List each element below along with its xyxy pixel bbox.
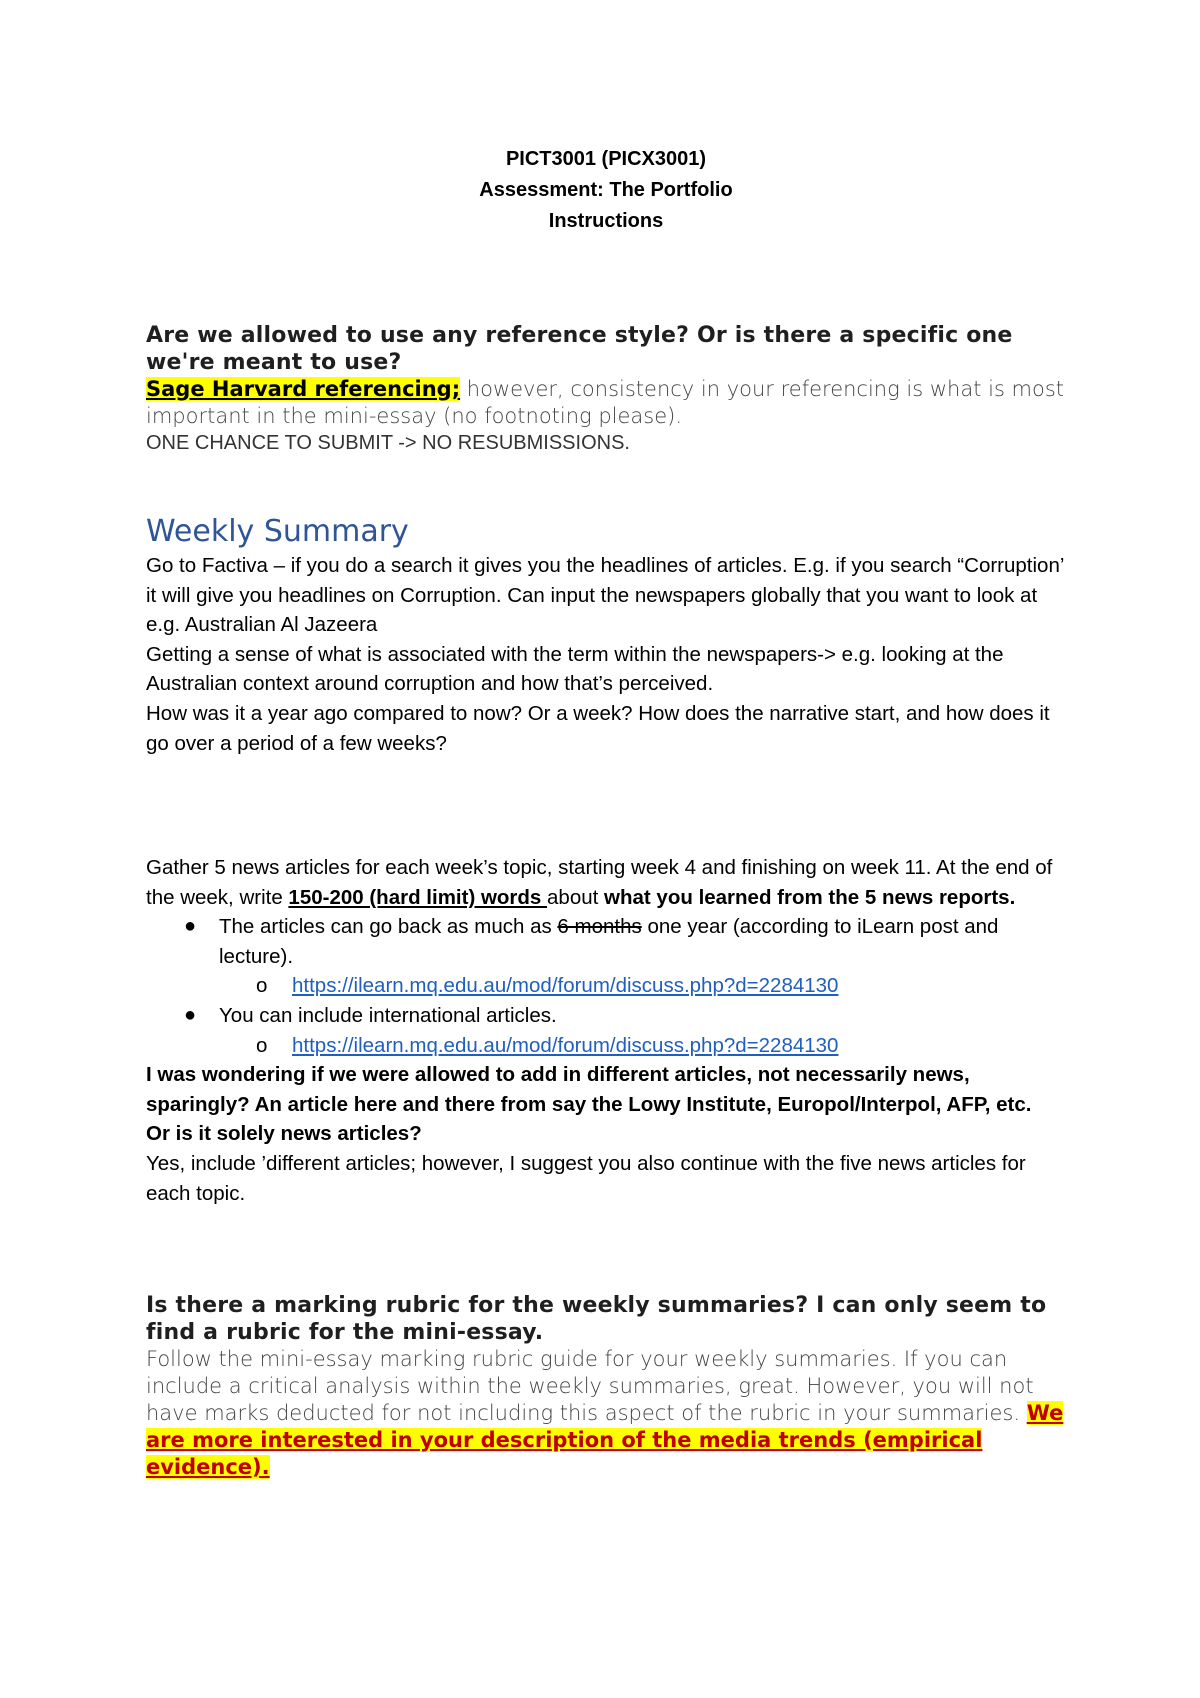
- gather-learned: what you learned from the 5 news reports.: [604, 885, 1016, 909]
- bullet1-pre: The articles can go back as much as: [219, 915, 558, 939]
- rubric-answer-text: Follow the mini-essay marking rubric guide for your weekly summaries. If you can include a critical analysis within the weekly summaries, great. However, you will not have marks deducted for not including this aspect of the rubric in your summaries.: [146, 1347, 1034, 1425]
- list-item: [146, 1001, 1066, 1060]
- different-articles-question: I was wondering if we were allowed to add in different articles, not necessarily news, sparingly? An article here and there from say the Lowy Institute, Europol/Interpol, AFP, etc.: [146, 1063, 1032, 1116]
- instructions-title: Instructions: [548, 210, 664, 232]
- sage-harvard-highlight: Sage Harvard referencing;: [146, 377, 461, 401]
- rubric-answer: [146, 1346, 1066, 1481]
- sub-list: [219, 1031, 1066, 1061]
- assessment-title: Assessment: The Portfolio: [479, 179, 733, 201]
- gather-section: [146, 853, 1066, 1208]
- circle-bullet-icon: o: [256, 1033, 268, 1057]
- bullet-icon: ●: [184, 915, 197, 938]
- reference-answer: [146, 376, 1066, 430]
- bullet1-post: one year (according to iLearn post and lecture).: [219, 915, 999, 968]
- ilearn-link[interactable]: https://ilearn.mq.edu.au/mod/forum/discuss.php?d=2284130: [292, 974, 839, 998]
- weekly-summary-heading: Weekly Summary: [146, 514, 409, 549]
- weekly-summary-body: [146, 551, 1066, 758]
- circle-bullet-icon: o: [256, 974, 268, 998]
- rubric-section: [146, 1292, 1066, 1481]
- rubric-question: Is there a marking rubric for the weekly summaries? I can only seem to find a rubric for the mini-essay.: [146, 1293, 1047, 1345]
- gather-text: Gather 5 news articles for each week’s topic, starting week 4 and finishing on week 11. At the end of the week, write: [146, 856, 1053, 909]
- course-code: PICT3001 (PICX3001): [505, 148, 707, 170]
- factiva-paragraph: Go to Factiva – if you do a search it gives you the headlines of articles. E.g. if you search “Corruption’ it will give you headlines on Corruption. Can input the newspapers globally that you want to look at e.g. Australian Al Jazeera: [146, 554, 1064, 637]
- reference-style-section: [146, 322, 1066, 457]
- list-item: [146, 912, 1066, 1001]
- bullet-icon: ●: [184, 1003, 197, 1026]
- sub-list: [219, 971, 1066, 1001]
- gather-about: about: [547, 885, 605, 909]
- timeline-paragraph: How was it a year ago compared to now? Or a week? How does the narrative start, and how does it go over a period of a few weeks?: [146, 701, 1050, 755]
- reference-question: Are we allowed to use any reference style? Or is there a specific one we're meant to use?: [146, 323, 1013, 375]
- ilearn-link[interactable]: https://ilearn.mq.edu.au/mod/forum/discuss.php?d=2284130: [292, 1033, 839, 1057]
- list-item: [219, 1031, 1066, 1061]
- solely-news-question: Or is it solely news articles?: [146, 1122, 422, 1146]
- sense-paragraph: Getting a sense of what is associated with the term within the newspapers-> e.g. looking at the Australian context around corruption and how that’s perceived.: [146, 642, 1004, 696]
- title-block: [146, 144, 1066, 237]
- word-limit: 150-200 (hard limit) words: [288, 885, 548, 909]
- no-resubmissions-notice: ONE CHANCE TO SUBMIT -> NO RESUBMISSIONS.: [146, 432, 630, 454]
- struck-text: 6 months: [557, 915, 642, 939]
- media-trends-highlight: We are more interested in your description of the media trends (empirical evidence).: [146, 1401, 1064, 1479]
- bullet2-text: You can include international articles.: [219, 1003, 557, 1027]
- list-item: [219, 971, 1066, 1001]
- reference-answer-text: however, consistency in your referencing is what is most important in the mini-essay (no footnoting please).: [146, 377, 1065, 428]
- gather-paragraph: [146, 853, 1066, 912]
- gather-bullets: [146, 912, 1066, 1060]
- different-articles-answer: Yes, include ’different articles; however, I suggest you also continue with the five news articles for each topic.: [146, 1151, 1026, 1205]
